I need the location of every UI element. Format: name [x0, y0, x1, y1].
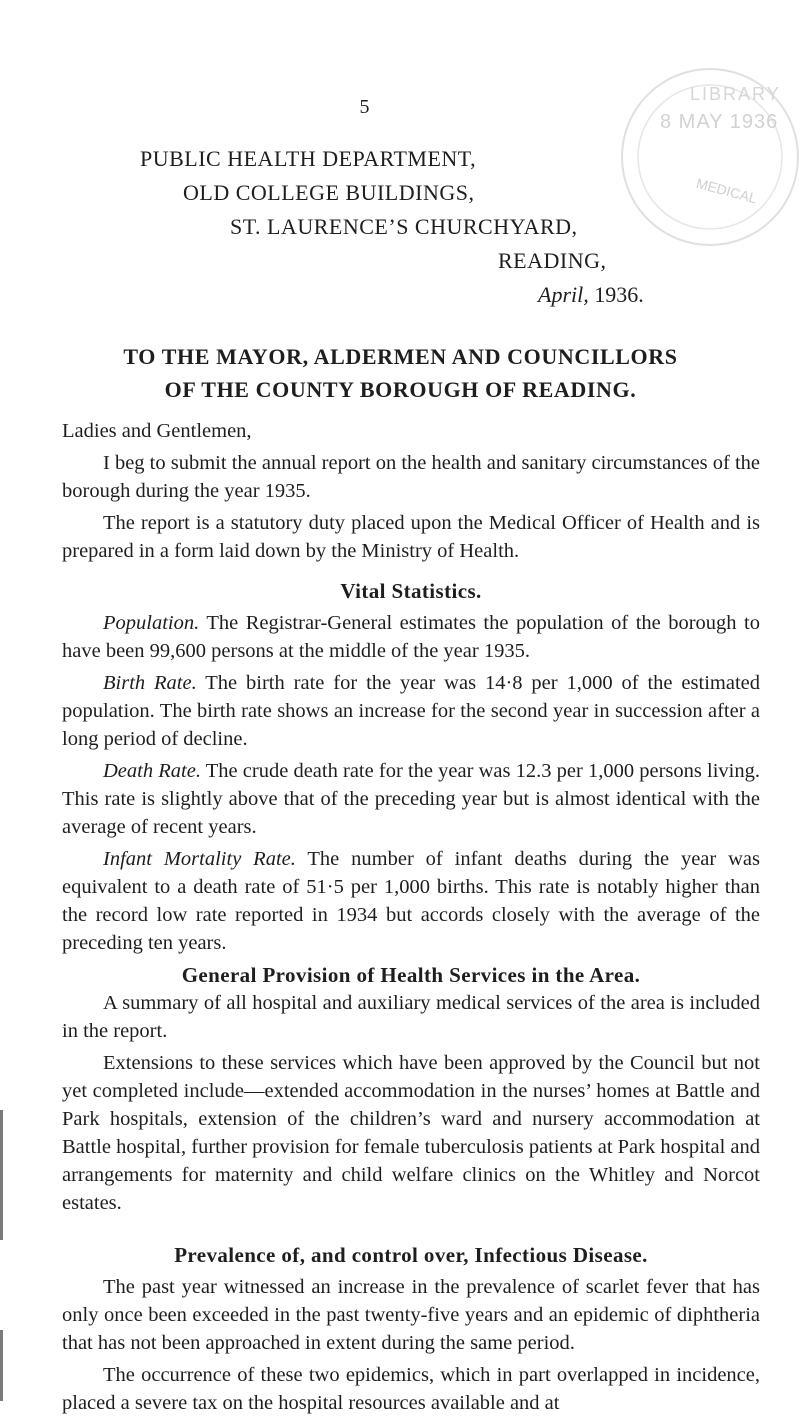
infant-mortality-label: Infant Mortality Rate. [103, 848, 296, 870]
address-line-2: OLD COLLEGE BUILDINGS, [183, 180, 475, 205]
address-line-3: ST. LAURENCE’S CHURCHYARD, [230, 214, 578, 239]
vital-statistics-heading: Vital Statistics. [340, 579, 482, 603]
provision-heading: General Provision of Health Services in the Area. [181, 963, 641, 987]
addressee-line-2: OF THE COUNTY BOROUGH OF READING. [164, 377, 637, 402]
birth-rate-label: Birth Rate. [103, 672, 197, 694]
infant-mortality-paragraph [62, 845, 760, 957]
report-body [62, 417, 760, 1417]
stamp-text-top: LIBRARY [690, 84, 781, 104]
birth-rate-paragraph [62, 669, 760, 753]
provision-paragraph-1: A summary of all hospital and auxiliary medical services of the area is included in the report. [62, 992, 760, 1042]
intro-paragraph-2: The report is a statutory duty placed upon the Medical Officer of Health and is prepared in a form laid down by the Ministry of Health. [62, 512, 760, 562]
infant-mortality-text: The number of infant deaths during the year was equivalent to a death rate of 51·5 per 1,000 births. This rate is notably higher than the record low rate reported in 1934 but accords closely with the average of the preceding ten years. [62, 848, 760, 954]
margin-binding-mark-lower [0, 1330, 3, 1401]
address-line-4: READING, [498, 248, 607, 273]
stamp-text-bottom: MEDICAL [694, 174, 759, 207]
letter-date [538, 282, 644, 308]
death-rate-paragraph [62, 757, 760, 841]
death-rate-text: The crude death rate for the year was 12.3 per 1,000 persons living. This rate is slightly above that of the preceding year but is almost identical with the average of recent years. [62, 760, 760, 838]
provision-paragraph-2: Extensions to these services which have been approved by the Council but not yet completed include—extended accommodation in the nurses’ homes at Battle and Park hospitals, extension of the children’s ward and nursery accommodation at Battle hospital, further provision for female tuberculosis patients at Park hospital and arrangements for maternity and child welfare clinics on the Whitley and Norcot estates. [62, 1052, 760, 1214]
death-rate-label: Death Rate. [103, 760, 201, 782]
address-line-1: PUBLIC HEALTH DEPARTMENT, [140, 146, 477, 171]
library-stamp [600, 62, 800, 262]
date-month: April, [538, 282, 589, 307]
addressee-heading [0, 340, 801, 406]
population-label: Population. [103, 612, 200, 634]
margin-binding-mark [0, 1110, 3, 1240]
infectious-disease-heading: Prevalence of, and control over, Infectious Disease. [174, 1243, 648, 1267]
date-year: 1936. [594, 282, 644, 307]
infectious-paragraph-1: The past year witnessed an increase in the prevalence of scarlet fever that has only once been exceeded in the past twenty-five years and an epidemic of diphtheria that has not been approached in extent during the same period. [62, 1276, 760, 1354]
population-paragraph [62, 609, 760, 665]
population-text: The Registrar-General estimates the population of the borough to have been 99,600 persons at the middle of the year 1935. [62, 612, 760, 662]
infectious-paragraph-2: The occurrence of these two epidemics, which in part overlapped in incidence, placed a severe tax on the hospital resources available and at [62, 1364, 760, 1414]
intro-paragraph-1: I beg to submit the annual report on the health and sanitary circumstances of the borough during the year 1935. [62, 452, 760, 502]
addressee-line-1: TO THE MAYOR, ALDERMEN AND COUNCILLORS [123, 344, 678, 369]
birth-rate-text: The birth rate for the year was 14·8 per 1,000 of the estimated population. The birth rate shows an increase for the second year in succession after a long period of decline. [62, 672, 760, 750]
page-number: 5 [359, 96, 370, 118]
stamp-text-date: 8 MAY 1936 [660, 111, 779, 133]
salutation: Ladies and Gentlemen, [62, 420, 252, 442]
